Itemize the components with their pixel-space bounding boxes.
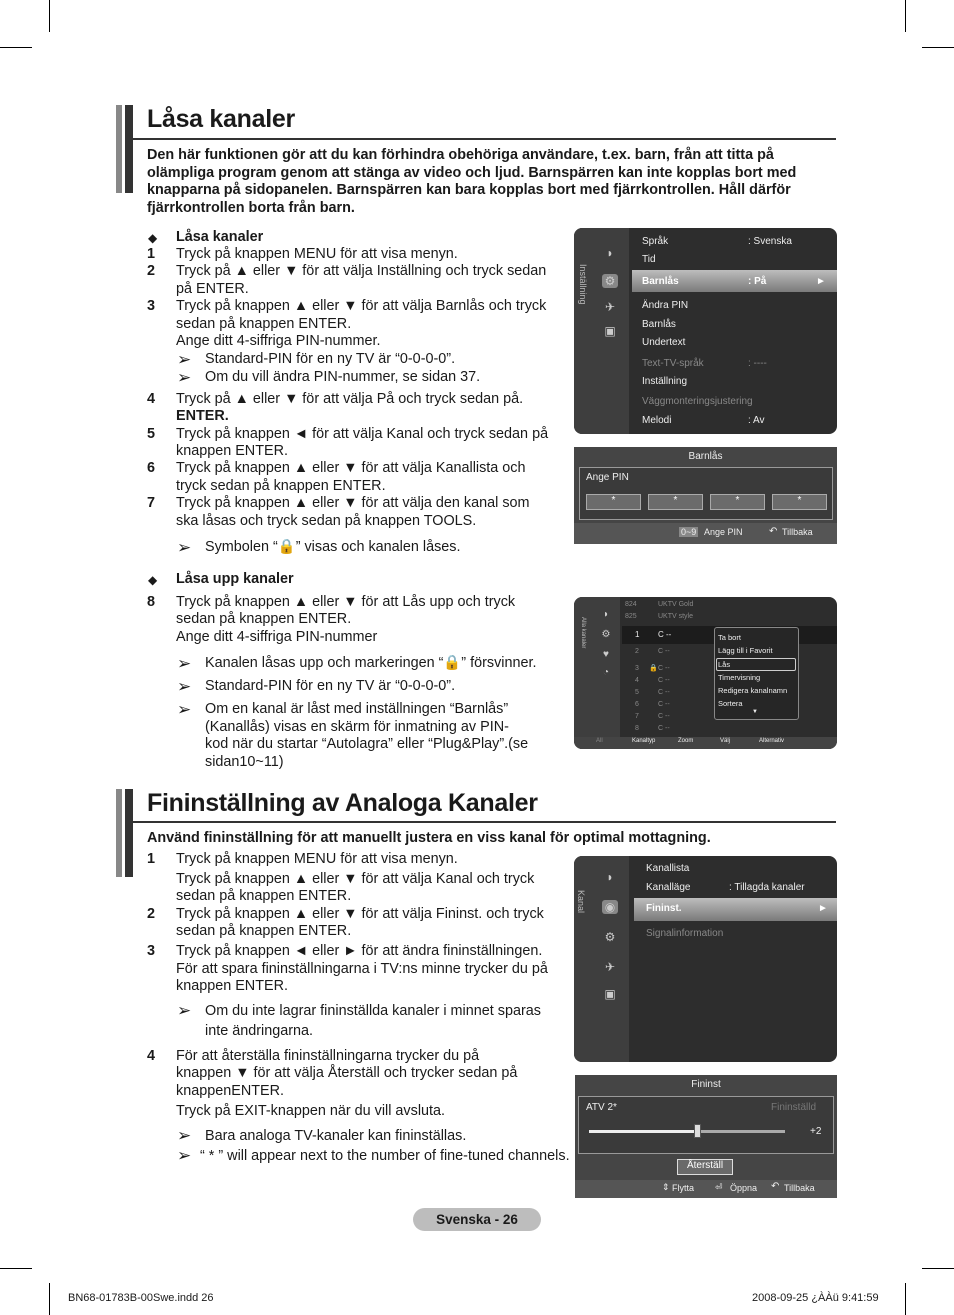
intro-text: Använd fininställning för att manuellt justera en viss kanal för optimal mottagning. (147, 830, 711, 846)
step-text: Tryck på knappen ▲ eller ▼ för att välja Kanallista och (176, 460, 526, 476)
note-text: (Kanallås) visas en skärm för inmatning av PIN- (205, 719, 509, 735)
channel-name[interactable]: C -- (658, 713, 670, 720)
crop-mark (922, 47, 954, 48)
note-arrow-icon: ➢ (177, 677, 192, 696)
menu-side-label: Kanal (576, 890, 586, 914)
menu-item-label[interactable]: Melodi (642, 415, 672, 426)
step-text: sedan på knappen ENTER. (176, 888, 352, 904)
menu-item-label[interactable]: Ändra PIN (642, 300, 689, 311)
step-text: Tryck på EXIT-knappen när du vill avsluta. (176, 1103, 446, 1119)
menu-item-label: Barnlås (642, 276, 679, 287)
hint-text: Ange PIN (704, 527, 743, 537)
step-text: Tryck på ▲ eller ▼ för att välja På och tryck sedan på. (176, 391, 524, 407)
heart-icon: ♥ (603, 649, 609, 660)
channel-number[interactable]: 8 (635, 725, 639, 732)
step-text: knappen ▼ för att välja Återställ och trycker sedan på (176, 1065, 518, 1081)
crop-mark (0, 47, 32, 48)
channel-number[interactable]: 4 (635, 677, 639, 684)
section-bar (116, 105, 122, 193)
move-icon: ⇕ (662, 1182, 670, 1192)
step-text: sedan på knappen ENTER. (176, 611, 352, 627)
channel-menu-screen (574, 856, 837, 1062)
dialog-title: Fininst (691, 1079, 721, 1090)
section-title: Låsa kanaler (147, 105, 295, 133)
step-text: ska låsas och tryck sedan på knappen TOOLS. (176, 513, 477, 529)
bullet-diamond-icon: ◆ (148, 573, 158, 587)
lock-icon: 🔒 (649, 665, 658, 672)
intro-text: Den här funktionen gör att du kan förhindra obehöriga användare, t.ex. barn, från att titta på olämpliga program genom att stänga av video och ljud. Barnspärren kan inte kopplas bort med knapparna på sidopanelen. Barnspärren kan bara kopplas bort med fjärrkontrollen. Håll därför fjärrkontrollen borta från barn. (147, 147, 797, 216)
antenna-icon: ◉ (602, 900, 618, 914)
hint-text: Flytta (672, 1183, 695, 1193)
menu-side-label: Inställning (578, 264, 588, 305)
note-text: sidan10~11) (205, 754, 284, 770)
fine-tune-slider[interactable] (694, 1124, 701, 1138)
step-number: 3 (147, 943, 156, 959)
note-arrow-icon: ➢ (177, 350, 192, 369)
step-text: Tryck på knappen ▲ eller ▼ för att välja Fininst. och tryck (176, 906, 544, 922)
step-text: på ENTER. (176, 281, 249, 297)
channel-number[interactable]: 2 (635, 648, 639, 655)
title-rule (133, 821, 836, 823)
channel-name: UKTV Gold (658, 601, 694, 608)
crop-mark (49, 1283, 50, 1315)
step-text: Tryck på knappen ▲ eller ▼ för att välja den kanal som (176, 495, 530, 511)
channel-number[interactable]: 5 (635, 689, 639, 696)
step-text: sedan på knappen ENTER. (176, 923, 352, 939)
subheading: Låsa upp kanaler (176, 571, 294, 587)
title-rule (133, 138, 836, 140)
menu-item-label[interactable]: Undertext (642, 337, 686, 348)
hint-text: Tillbaka (782, 527, 813, 537)
key-badge: 0~9 (681, 527, 697, 537)
channel-name[interactable]: C -- (658, 701, 670, 708)
menu-item-label[interactable]: Kanallista (646, 863, 690, 874)
menu-sidebar (574, 856, 629, 1062)
pin-digit[interactable]: * (710, 494, 765, 510)
subheading: Låsa kanaler (176, 229, 264, 245)
note-text: Om en kanal är låst med inställningen “Barnlås” (205, 701, 509, 717)
menu-item-value: : Av (748, 415, 765, 426)
note-arrow-icon: ➢ (177, 1146, 192, 1165)
channel-name[interactable]: C -- (658, 665, 670, 672)
note-text: Symbolen “🔒” visas och kanalen låses. (205, 539, 461, 555)
channel-number[interactable]: 7 (635, 713, 639, 720)
menu-item-label[interactable]: Inställning (642, 376, 688, 387)
step-text: Ange ditt 4-siffriga PIN-nummer (176, 629, 378, 645)
step-number: 6 (147, 460, 156, 476)
input-icon: ▣ (604, 324, 616, 338)
fine-tune-value: +2 (810, 1126, 822, 1137)
menu-side-label: Alla kanaler (580, 617, 586, 649)
step-number: 8 (147, 594, 156, 610)
satellite-icon: ✈ (604, 300, 616, 314)
pin-dialog (574, 447, 837, 544)
antenna-icon: ◗ (602, 609, 610, 620)
channel-name: UKTV style (658, 613, 694, 620)
footer-label: Välj (720, 738, 731, 744)
step-number: 3 (147, 298, 156, 314)
hint-text: Öppna (730, 1183, 758, 1193)
popup-item: Lås (718, 660, 731, 669)
menu-item-label[interactable]: Tid (642, 254, 656, 265)
file-name: BN68-01783B-00Swe.indd 26 (68, 1292, 214, 1304)
step-text: Tryck på knappen ◄ för att välja Kanal och tryck sedan på (176, 426, 549, 442)
pin-dialog-title: Barnlås (688, 451, 723, 462)
section-bar (125, 105, 133, 193)
step-text: Tryck på knappen MENU för att visa menyn. (176, 851, 458, 867)
step-text: Tryck på knappen ▲ eller ▼ för att välja Barnlås och tryck (176, 298, 547, 314)
note-text: Om du vill ändra PIN-nummer, se sidan 37. (205, 369, 481, 385)
step-text: Tryck på knappen ◄ eller ► för att ändra fininställningen. (176, 943, 543, 959)
gear-icon: ⚙ (604, 930, 616, 944)
bullet-diamond-icon: ◆ (148, 231, 158, 245)
menu-item-value: : På (748, 276, 767, 287)
menu-item-value: : Tillagda kanaler (729, 882, 805, 893)
channel-number: 824 (625, 601, 637, 608)
gear-icon: ⚙ (602, 274, 618, 288)
step-text: knappen ENTER. (176, 443, 288, 459)
step-text: Tryck på knappen ▲ eller ▼ för att välja Kanal och tryck (176, 871, 535, 887)
menu-item-label[interactable]: Kanalläge (646, 882, 691, 893)
menu-item-value: : Svenska (748, 236, 792, 247)
step-text: Tryck på ▲ eller ▼ för att välja Inställning och tryck sedan (176, 263, 547, 279)
footer-label: Zoom (678, 738, 694, 744)
return-icon: ↶ (771, 1181, 780, 1192)
step-text: Tryck på knappen ▲ eller ▼ för att Lås upp och tryck (176, 594, 516, 610)
hint-text: Tillbaka (784, 1183, 815, 1193)
step-number: 1 (147, 246, 156, 262)
step-text: sedan på knappen ENTER. (176, 316, 352, 332)
menu-item-value: : ---- (748, 358, 767, 369)
footer-label: Kanaltyp (632, 738, 656, 744)
channel-name[interactable]: C -- (658, 677, 670, 684)
note-arrow-icon: ➢ (177, 538, 192, 557)
step-text: tryck sedan på knappen ENTER. (176, 478, 386, 494)
pin-digit[interactable]: * (772, 494, 827, 510)
menu-item-label: Väggmonteringsjustering (642, 396, 753, 407)
reset-button[interactable]: Återställ (677, 1159, 733, 1175)
note-text: Om du inte lagrar fininställda kanaler i minnet sparas (205, 1003, 541, 1019)
print-date: 2008-09-25 ¿ÀÀü 9:41:59 (752, 1292, 879, 1304)
menu-item-label: Text-TV-språk (642, 358, 704, 369)
page-number: Svenska - 26 (413, 1208, 541, 1231)
note-arrow-icon: ➢ (177, 1126, 192, 1145)
step-number: 4 (147, 1048, 156, 1064)
crop-mark (922, 1268, 954, 1269)
note-text: Bara analoga TV-kanaler kan fininställas. (205, 1128, 467, 1144)
channel-name[interactable]: C -- (658, 648, 670, 655)
step-number: 2 (147, 906, 156, 922)
channel-name[interactable]: C -- (658, 630, 672, 639)
picture-icon: ◗ (606, 870, 614, 884)
note-arrow-icon: ➢ (177, 368, 192, 387)
step-number: 2 (147, 263, 156, 279)
note-arrow-icon: ➢ (177, 1001, 192, 1020)
footer-label: Alternativ (759, 738, 785, 744)
step-text: Ange ditt 4-siffriga PIN-nummer. (176, 333, 381, 349)
channel-number[interactable]: 1 (635, 630, 640, 639)
popup-item[interactable]: Sortera (718, 699, 743, 708)
menu-item-label: Fininst. (646, 903, 682, 914)
step-text: knappenENTER. (176, 1083, 284, 1099)
fine-tuned-label: Fininställd (771, 1102, 817, 1113)
popup-item[interactable]: Lägg till i Favorit (718, 646, 773, 655)
note-arrow-icon: ➢ (177, 700, 192, 719)
note-text: kod när du startar “Autolagra” eller “Plug&Play”.(se (205, 736, 529, 752)
crop-mark (905, 0, 906, 32)
note-text: Standard-PIN för en ny TV är “0-0-0-0”. (205, 351, 456, 367)
channel-number[interactable]: 6 (635, 701, 639, 708)
gear-icon: ⚙ (601, 629, 611, 640)
enter-icon: ⏎ (715, 1182, 723, 1192)
section-bar (125, 789, 133, 877)
step-number: 7 (147, 495, 156, 511)
satellite-icon: ✈ (604, 960, 616, 974)
menu-item-label[interactable]: Språk (642, 236, 669, 247)
note-text: inte ändringarna. (205, 1023, 314, 1039)
pin-label: Ange PIN (586, 472, 629, 483)
return-icon: ↶ (769, 526, 778, 537)
channel-number[interactable]: 3 (635, 665, 639, 672)
input-icon: ▣ (604, 987, 616, 1001)
picture-icon: ◗ (606, 246, 614, 260)
pin-digit[interactable]: * (648, 494, 703, 510)
crop-mark (905, 1283, 906, 1315)
popup-item[interactable]: Timervisning (718, 673, 761, 682)
section-title: Fininställning av Analoga Kanaler (147, 789, 538, 817)
step-number: 4 (147, 391, 156, 407)
note-arrow-icon: ➢ (177, 654, 192, 673)
settings-menu-screen (574, 228, 837, 434)
channel-name[interactable]: C -- (658, 725, 670, 732)
footer-label: All (596, 738, 603, 744)
step-text: För att spara fininställningarna i TV:ns minne trycker du på (176, 961, 548, 977)
channel-number: 825 (625, 613, 637, 620)
note-text: “ * ” will appear next to the number of fine-tuned channels. (200, 1148, 570, 1164)
step-number: 1 (147, 851, 156, 867)
menu-item-label[interactable]: Barnlås (642, 319, 676, 330)
step-text: Tryck på knappen MENU för att visa menyn. (176, 246, 458, 262)
crop-mark (0, 1268, 32, 1269)
list-footer (574, 737, 837, 749)
pin-digit[interactable]: * (586, 494, 641, 510)
note-text: Kanalen låsas upp och markeringen “🔒” försvinner. (205, 655, 537, 671)
submenu-arrow-icon: ► (818, 903, 828, 914)
channel-label: ATV 2* (586, 1102, 617, 1113)
section-bar (116, 789, 122, 877)
step-text: För att återställa fininställningarna trycker du på (176, 1048, 480, 1064)
menu-item-label[interactable]: Signalinformation (646, 928, 724, 939)
fine-tune-dialog (575, 1075, 837, 1198)
note-text: Standard-PIN för en ny TV är “0-0-0-0”. (205, 678, 456, 694)
step-number: 5 (147, 426, 156, 442)
scroll-down-icon: ▼ (752, 709, 758, 715)
submenu-arrow-icon: ► (816, 276, 826, 287)
channel-name[interactable]: C -- (658, 689, 670, 696)
popup-item[interactable]: Ta bort (718, 633, 741, 642)
step-text: knappen ENTER. (176, 978, 288, 994)
fine-tune-fill (589, 1130, 697, 1133)
channel-list-screen (574, 597, 837, 749)
step-text: ENTER. (176, 408, 229, 424)
popup-item[interactable]: Redigera kanalnamn (718, 686, 788, 695)
crop-mark (49, 0, 50, 32)
clock-icon: ◔ (602, 667, 610, 678)
